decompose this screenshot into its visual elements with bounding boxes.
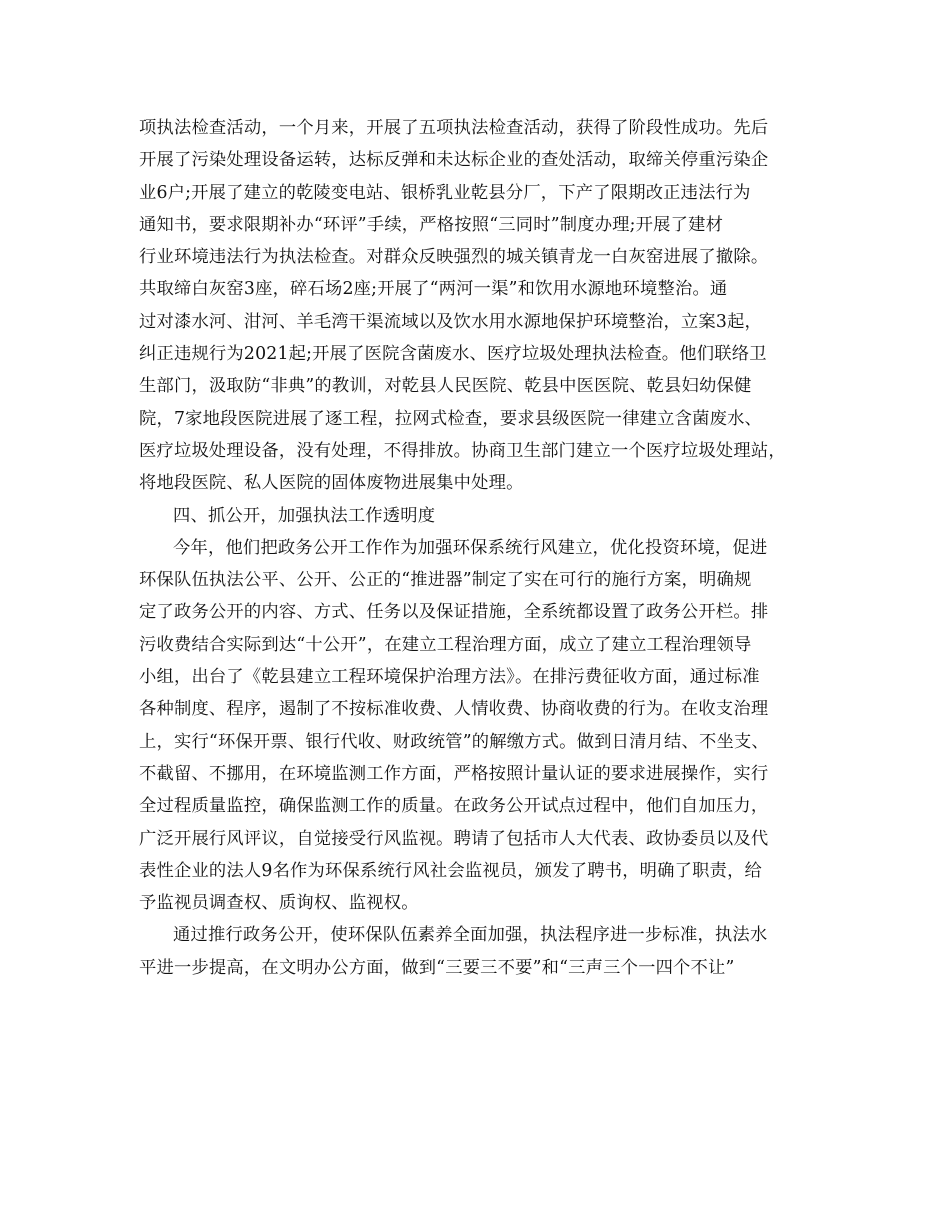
body-text-line: 上，实行“环保开票、银行代收、财政统管”的解缴方式。做到日清月结、不坐支、 [139,731,769,752]
body-text-line: 通知书，要求限期补办“环评”手续，严格按照“三同时”制度办理;开展了建材 [139,214,724,235]
body-text-line: 污收费结合实际到达“十公开”，在建立工程治理方面，成立了建立工程治理领导 [139,634,752,655]
body-text-line: 业6户;开展了建立的乾陵变电站、银桥乳业乾县分厂，下产了限期改正违法行为 [139,182,751,203]
body-text-line: 院，7家地段医院进展了逐工程，拉网式检查，要求县级医院一律建立含菌废水、 [139,408,763,429]
paragraph-first-line: 今年，他们把政务公开工作作为加强环保系统行风建立，优化投资环境，促进 [173,537,768,558]
body-text-line: 不截留、不挪用，在环境监测工作方面，严格按照计量认证的要求进展操作，实行 [139,763,769,784]
body-text-line: 将地段医院、私人医院的固体废物进展集中处理。 [139,473,524,494]
body-text-line: 医疗垃圾处理设备，没有处理，不得排放。协商卫生部门建立一个医疗垃圾处理站， [139,440,786,461]
body-text-line: 定了政务公开的内容、方式、任务以及保证措施，全系统都设置了政务公开栏。排 [139,602,769,623]
body-text-line: 各种制度、程序，遏制了不按标准收费、人情收费、协商收费的行为。在收支治理 [139,699,769,720]
body-text-line: 开展了污染处理设备运转，达标反弹和未达标企业的查处活动，取缔关停重污染企 [139,150,769,171]
body-text-line: 予监视员调查权、质询权、监视权。 [139,893,419,914]
body-text-line: 共取缔白灰窑3座，碎石场2座;开展了“两河一渠”和饮用水源地环境整治。通 [139,279,728,300]
body-text-line: 表性企业的法人9名作为环保系统行风社会监视员，颁发了聘书，明确了职责，给 [139,860,763,881]
body-text-line: 过对漆水河、泔河、羊毛湾干渠流域以及饮水用水源地保护环境整治，立案3起， [139,311,763,332]
section-heading: 四、抓公开，加强执法工作透明度 [173,505,436,526]
body-text-line: 全过程质量监控，确保监测工作的质量。在政务公开试点过程中，他们自加压力， [139,796,769,817]
body-text-line: 项执法检查活动，一个月来，开展了五项执法检查活动，获得了阶段性成功。先后 [139,118,769,138]
body-text-line: 广泛开展行风评议，自觉接受行风监视。聘请了包括市人大代表、政协委员以及代 [139,828,769,849]
body-text-line: 平进一步提高，在文明办公方面，做到“三要三不要”和“三声三个一四个不让” [139,957,735,978]
document-body [139,112,839,984]
body-text-line: 小组，出台了《乾县建立工程环境保护治理方法》。在排污费征收方面，通过标准 [139,667,760,688]
body-text-line: 生部门，汲取防“非典”的教训，对乾县人民医院、乾县中医医院、乾县妇幼保健 [139,376,752,397]
body-text-line: 纠正违规行为2021起;开展了医院含菌废水、医疗垃圾处理执法检查。他们联络卫 [139,344,767,365]
body-text-line: 环保队伍执法公平、公开、公正的“推进器”制定了实在可行的施行方案，明确规 [139,570,752,591]
body-text-line: 行业环境违法行为执法检查。对群众反映强烈的城关镇青龙一白灰窑进展了撤除。 [139,247,769,268]
paragraph-first-line: 通过推行政务公开，使环保队伍素养全面加强，执法程序进一步标准，执法水 [173,925,768,946]
